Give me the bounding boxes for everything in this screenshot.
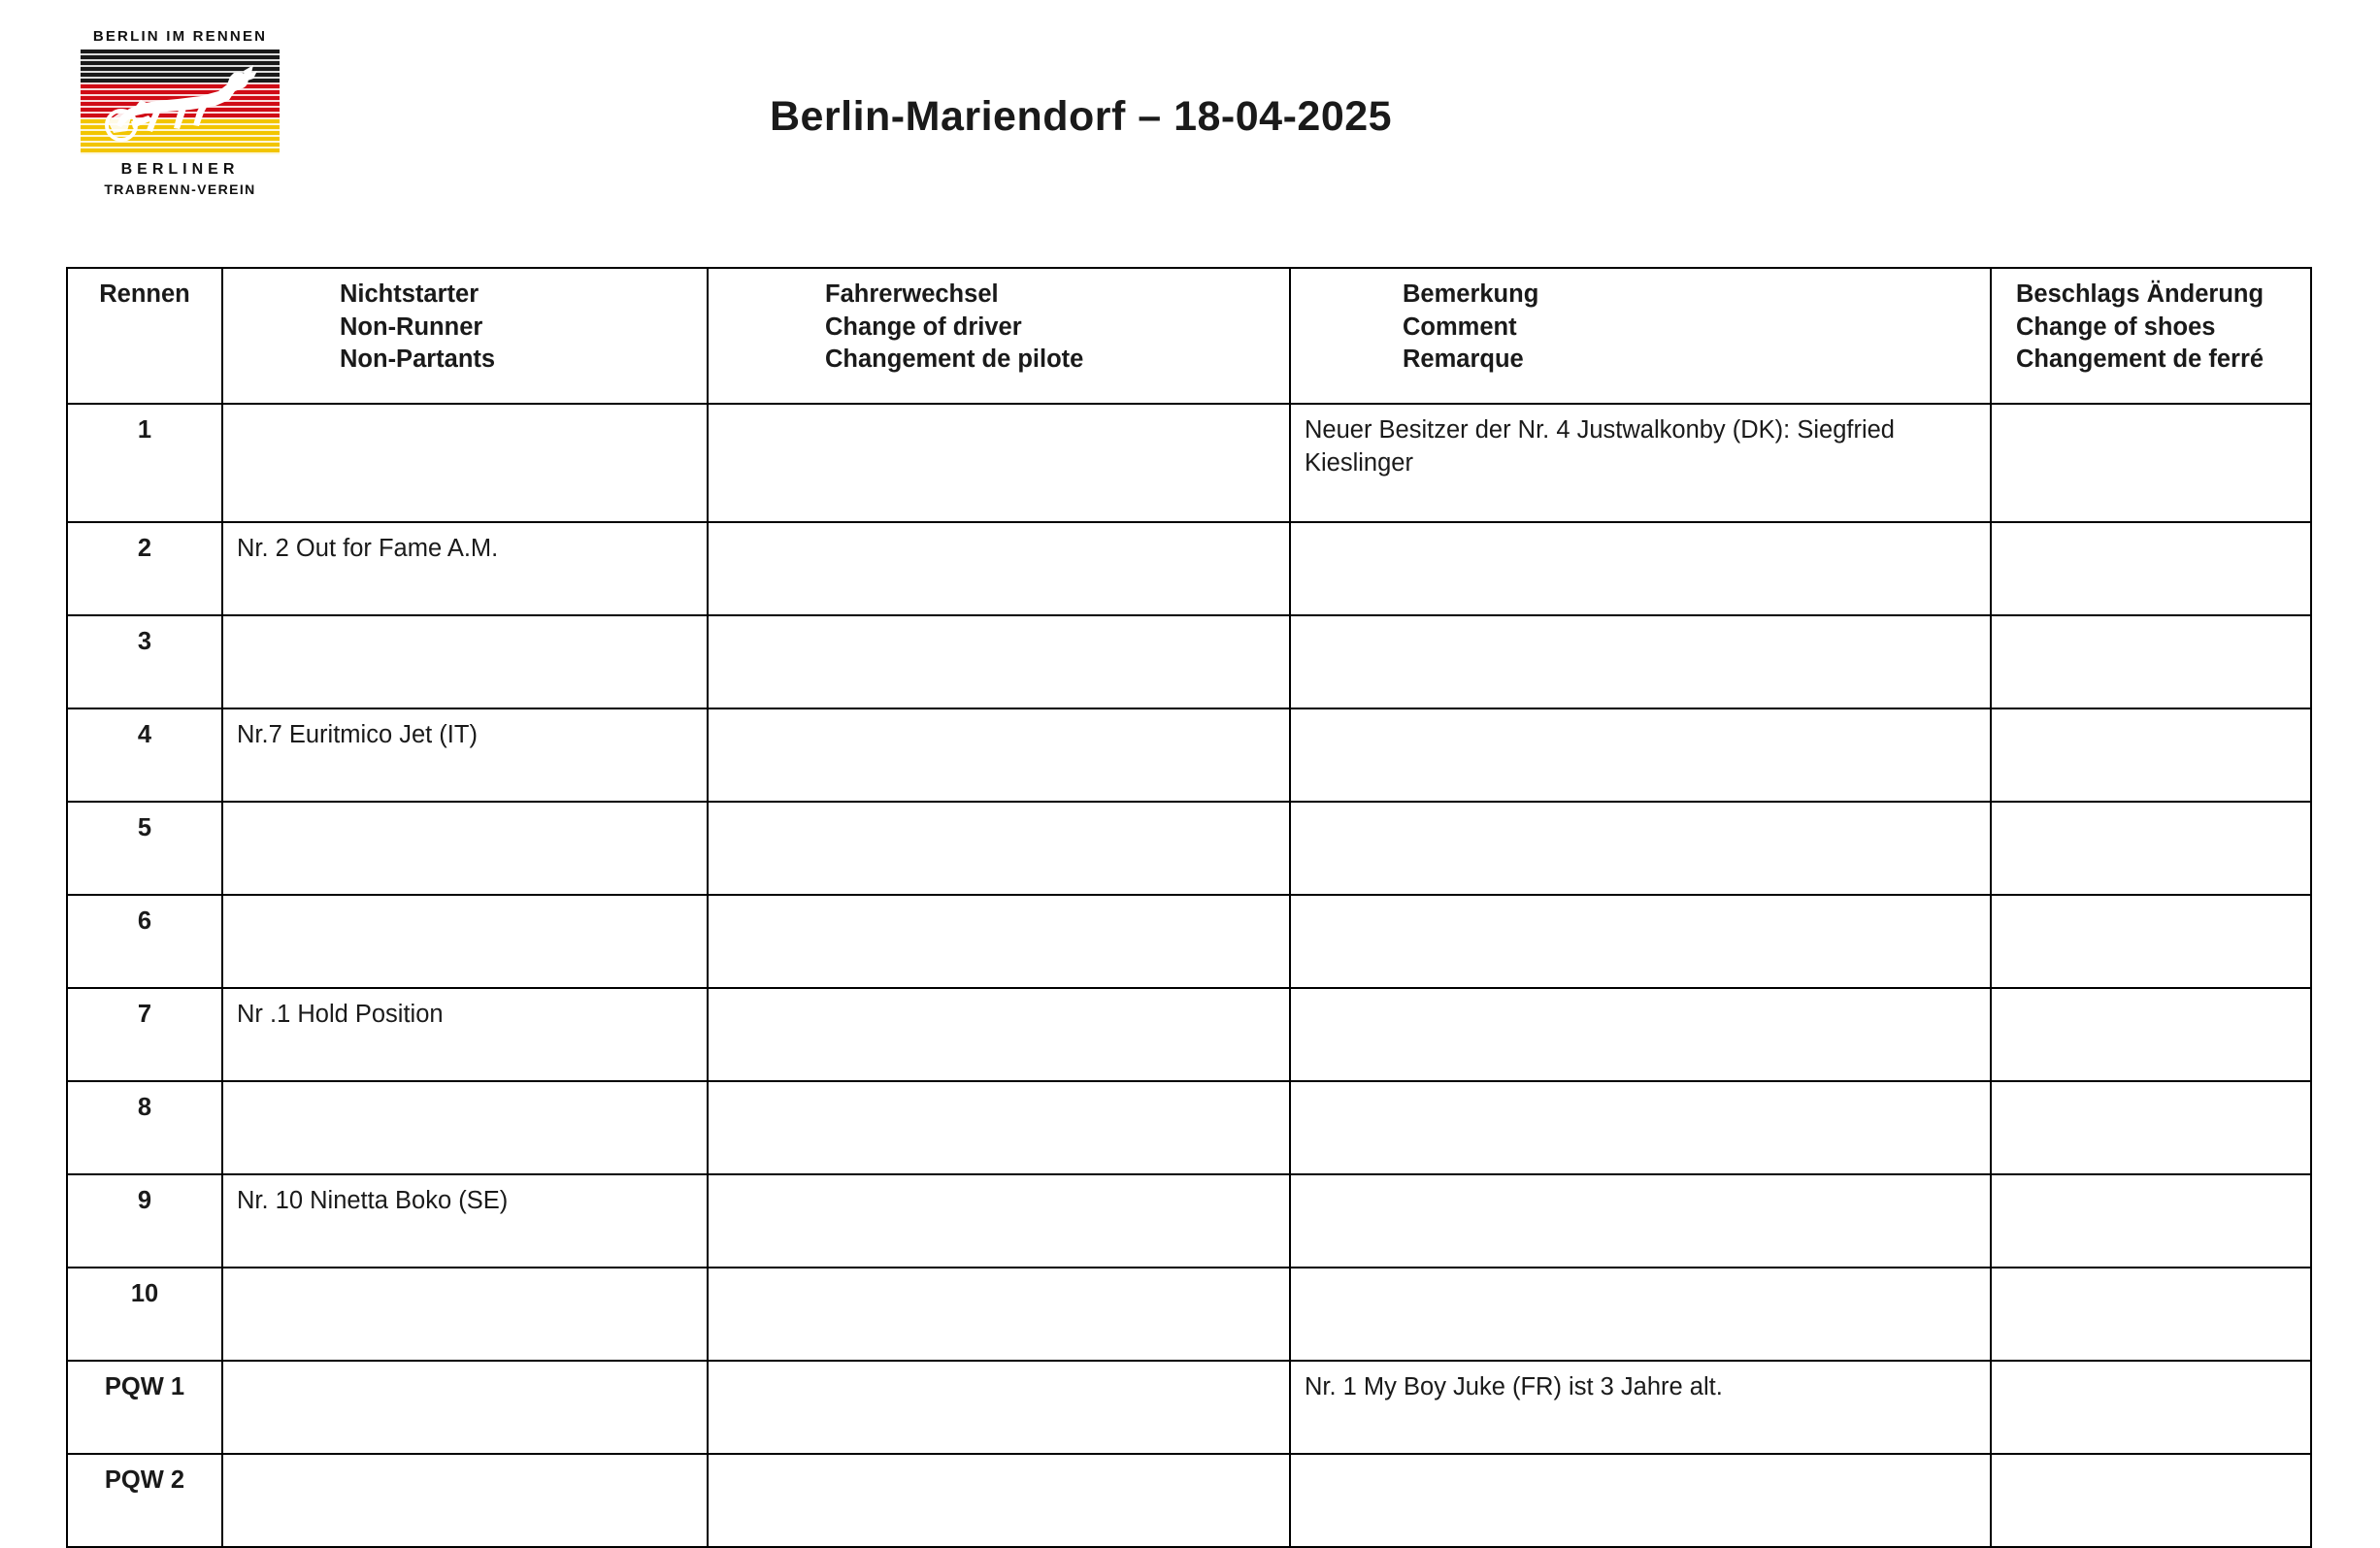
cell-change-of-shoes — [1991, 802, 2311, 895]
cell-comment: Nr. 1 My Boy Juke (FR) ist 3 Jahre alt. — [1290, 1361, 1991, 1454]
table-body — [67, 404, 2311, 1547]
column-header-race-line-1: Rennen — [99, 280, 190, 308]
cell-non-runner — [222, 404, 708, 522]
table-row — [67, 1454, 2311, 1547]
cell-race-number: 9 — [67, 1174, 222, 1268]
cell-change-of-driver — [708, 522, 1290, 615]
cell-change-of-shoes — [1991, 1361, 2311, 1454]
table-header-row — [67, 268, 2311, 404]
column-header-comment — [1290, 268, 1991, 404]
page-title-text: Berlin-Mariendorf – 18-04-2025 — [769, 93, 1393, 140]
cell-non-runner — [222, 1268, 708, 1361]
cell-non-runner — [222, 1361, 708, 1454]
cell-comment — [1290, 802, 1991, 895]
cell-race-number: 5 — [67, 802, 222, 895]
cell-race-number: 10 — [67, 1268, 222, 1361]
column-header-change-of-driver-line-1: Fahrerwechsel — [825, 280, 999, 308]
cell-non-runner: Nr.7 Euritmico Jet (IT) — [222, 708, 708, 802]
cell-change-of-shoes — [1991, 615, 2311, 708]
table-row — [67, 1361, 2311, 1454]
cell-change-of-driver — [708, 1361, 1290, 1454]
logo-bottom-text-berliner: BERLINER — [120, 160, 240, 178]
logo-top-text: BERLIN IM RENNEN — [92, 28, 268, 45]
cell-comment — [1290, 1454, 1991, 1547]
cell-race-number: 2 — [67, 522, 222, 615]
table-header — [67, 268, 2311, 404]
cell-change-of-shoes — [1991, 1174, 2311, 1268]
table-row — [67, 1268, 2311, 1361]
cell-change-of-driver — [708, 615, 1290, 708]
table-row — [67, 895, 2311, 988]
cell-change-of-shoes — [1991, 895, 2311, 988]
column-header-comment-line-2: Comment — [1403, 313, 1517, 341]
cell-change-of-shoes — [1991, 988, 2311, 1081]
cell-race-number: 8 — [67, 1081, 222, 1174]
cell-comment — [1290, 1081, 1991, 1174]
cell-comment — [1290, 988, 1991, 1081]
cell-change-of-shoes — [1991, 1081, 2311, 1174]
table-row — [67, 708, 2311, 802]
column-header-change-of-shoes-line-2: Change of shoes — [2016, 313, 2216, 341]
table-row — [67, 1174, 2311, 1268]
cell-change-of-driver — [708, 802, 1290, 895]
column-header-change-of-shoes — [1991, 268, 2311, 404]
cell-non-runner: Nr. 2 Out for Fame A.M. — [222, 522, 708, 615]
cell-non-runner — [222, 1454, 708, 1547]
cell-change-of-shoes — [1991, 1268, 2311, 1361]
table-row — [67, 404, 2311, 522]
race-changes-table-wrapper — [66, 267, 2310, 1548]
cell-comment — [1290, 895, 1991, 988]
table-row — [67, 1081, 2311, 1174]
cell-change-of-driver — [708, 1268, 1290, 1361]
column-header-comment-line-1: Bemerkung — [1403, 280, 1539, 308]
cell-non-runner — [222, 895, 708, 988]
column-header-change-of-driver — [708, 268, 1290, 404]
cell-comment — [1290, 615, 1991, 708]
cell-comment — [1290, 1174, 1991, 1268]
cell-race-number: 3 — [67, 615, 222, 708]
cell-change-of-driver — [708, 1454, 1290, 1547]
cell-non-runner: Nr. 10 Ninetta Boko (SE) — [222, 1174, 708, 1268]
column-header-change-of-shoes-line-3: Changement de ferré — [2016, 346, 2264, 374]
logo-bottom-text-trabrenn-verein: TRABRENN-VEREIN — [104, 181, 256, 197]
table-row — [67, 802, 2311, 895]
column-header-change-of-shoes-line-1: Beschlags Änderung — [2016, 280, 2264, 308]
cell-change-of-shoes — [1991, 1454, 2311, 1547]
cell-change-of-driver — [708, 1174, 1290, 1268]
cell-race-number: 7 — [67, 988, 222, 1081]
cell-change-of-driver — [708, 895, 1290, 988]
table-row — [67, 988, 2311, 1081]
cell-race-number: PQW 1 — [67, 1361, 222, 1454]
column-header-non-runner — [222, 268, 708, 404]
table-row — [67, 615, 2311, 708]
column-header-non-runner-line-2: Non-Runner — [340, 313, 483, 341]
column-header-race — [67, 268, 222, 404]
cell-change-of-shoes — [1991, 522, 2311, 615]
cell-change-of-driver — [708, 404, 1290, 522]
column-header-change-of-driver-line-3: Changement de pilote — [825, 346, 1084, 374]
cell-comment — [1290, 522, 1991, 615]
cell-race-number: 4 — [67, 708, 222, 802]
cell-change-of-driver — [708, 708, 1290, 802]
page-title — [0, 93, 2380, 141]
cell-comment — [1290, 708, 1991, 802]
cell-change-of-driver — [708, 1081, 1290, 1174]
cell-comment — [1290, 1268, 1991, 1361]
cell-change-of-shoes — [1991, 404, 2311, 522]
cell-change-of-shoes — [1991, 708, 2311, 802]
table-row — [67, 522, 2311, 615]
cell-non-runner: Nr .1 Hold Position — [222, 988, 708, 1081]
cell-non-runner — [222, 802, 708, 895]
cell-change-of-driver — [708, 988, 1290, 1081]
column-header-change-of-driver-line-2: Change of driver — [825, 313, 1022, 341]
cell-comment: Neuer Besitzer der Nr. 4 Justwalkonby (DK): Siegfried Kieslinger — [1290, 404, 1991, 522]
cell-race-number: PQW 2 — [67, 1454, 222, 1547]
column-header-non-runner-line-1: Nichtstarter — [340, 280, 479, 308]
cell-race-number: 1 — [67, 404, 222, 522]
cell-non-runner — [222, 1081, 708, 1174]
cell-non-runner — [222, 615, 708, 708]
column-header-comment-line-3: Remarque — [1403, 346, 1524, 374]
column-header-non-runner-line-3: Non-Partants — [340, 346, 496, 374]
cell-race-number: 6 — [67, 895, 222, 988]
race-changes-table — [66, 267, 2312, 1548]
